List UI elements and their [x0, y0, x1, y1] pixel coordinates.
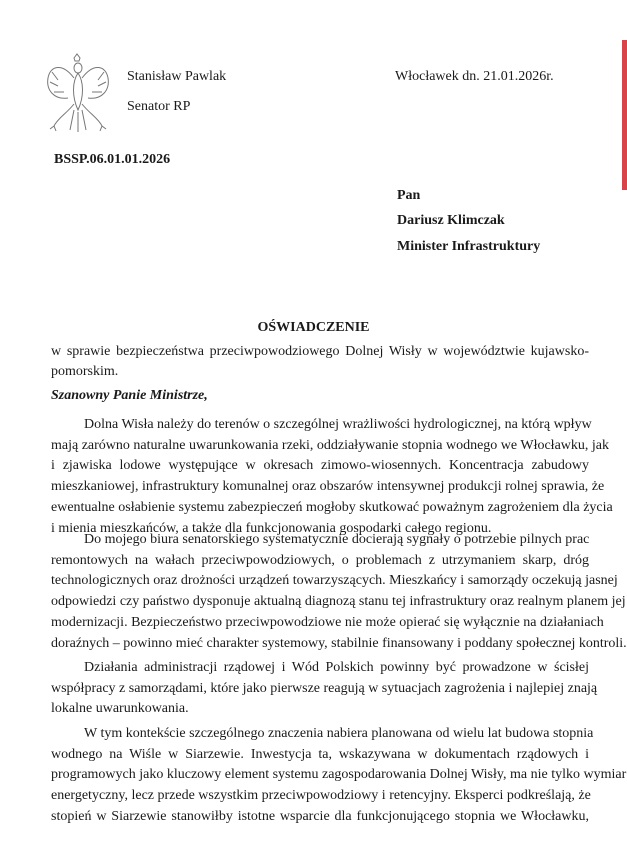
page-edge-mark: [622, 40, 627, 190]
paragraph-line: W tym kontekście szczególnego znaczenia nabiera planowana od wielu lat budowa stopnia: [84, 726, 594, 741]
paragraph-line: i mienia mieszkańców, a także dla funkcjonowania gospodarki całego regionu.: [51, 520, 492, 536]
sender-name: Stanisław Pawlak: [127, 69, 227, 84]
paragraph-line: Do mojego biura senatorskiego systematycznie docierają sygnały o potrzebie pilnych prac: [84, 532, 590, 547]
paragraph-line: remontowych na wałach przeciwpowodziowych, o problemach z utrzymaniem skarp, dróg: [51, 552, 589, 568]
recipient-salutation: Pan: [397, 188, 421, 203]
paragraph-line: technologicznych oraz drożności urządzeń towarzyszących. Mieszkańcy i samorządy oczekują jasnej: [51, 573, 618, 589]
paragraph-line: ewentualne osłabienie systemu zabezpieczeń mogłoby skutkować poważnym zagrożeniem dla życia: [51, 499, 613, 515]
paragraph-line: lokalne uwarunkowania.: [51, 701, 189, 717]
sender-title: Senator RP: [127, 99, 191, 114]
paragraph-line: programowych jako kluczowy element systemu zagospodarowania Dolnej Wisły, ma nie tylko wymiar: [51, 767, 627, 783]
paragraph-line: Dolna Wisła należy do terenów o szczególnej wrażliwości hydrologicznej, na którą wpływ: [84, 417, 592, 432]
greeting: Szanowny Panie Ministrze,: [51, 388, 208, 403]
paragraph-line: stopień w Siarzewie stanowiłby istotne wsparcie dla funkcjonującego stopnia we Włocławku,: [51, 808, 589, 824]
paragraph-line: wodnego na Wiśle w Siarzewie. Inwestycja ta, wskazywana w dokumentach rządowych i: [51, 746, 589, 762]
paragraph-line: współpracy z samorządami, które jako pierwsze reagują w sytuacjach zagrożenia i najlepiej znają: [51, 680, 598, 696]
place-date: Włocławek dn. 21.01.2026r.: [395, 69, 554, 84]
paragraph-line: mieszkaniowej, infrastruktury komunalnej oraz obszarów intensywnej produkcji rolnej sprawia, że: [51, 479, 605, 495]
paragraph-line: Działania administracji rządowej i Wód Polskich powinny być prowadzone w ścisłej: [84, 660, 589, 675]
reference-number: BSSP.06.01.01.2026: [54, 152, 171, 167]
paragraph-line: i zjawiska lodowe występujące w okresach zimowo-wiosennych. Koncentracja zabudowy: [51, 458, 589, 474]
recipient-title: Minister Infrastruktury: [397, 239, 541, 254]
subject-line: pomorskim.: [51, 364, 119, 379]
document-title: OŚWIADCZENIE: [257, 320, 370, 335]
subject-line: w sprawie bezpieczeństwa przeciwpowodziowego Dolnej Wisły w województwie kujawsko-: [51, 344, 589, 359]
polish-eagle-emblem-icon: [44, 52, 112, 134]
recipient-name: Dariusz Klimczak: [397, 213, 505, 228]
paragraph-line: energetyczny, lecz przede wszystkim przeciwpowodziowy i retencyjny. Eksperci podkreślają, że: [51, 788, 591, 804]
paragraph-line: modernizacji. Bezpieczeństwo przeciwpowodziowe nie może opierać się wyłącznie na działaniach: [51, 614, 604, 630]
paragraph-line: mają zarówno naturalne uwarunkowania rzeki, oddziaływanie stopnia wodnego we Włocławku, jak: [51, 437, 609, 453]
paragraph-line: doraźnych – powinno mieć charakter systemowy, stabilnie finansowany i poddany społecznej kontroli.: [51, 635, 627, 651]
paragraph-line: odpowiedzi czy państwo dysponuje aktualną diagnozą stanu tej infrastruktury oraz realnym planem jej: [51, 594, 626, 610]
